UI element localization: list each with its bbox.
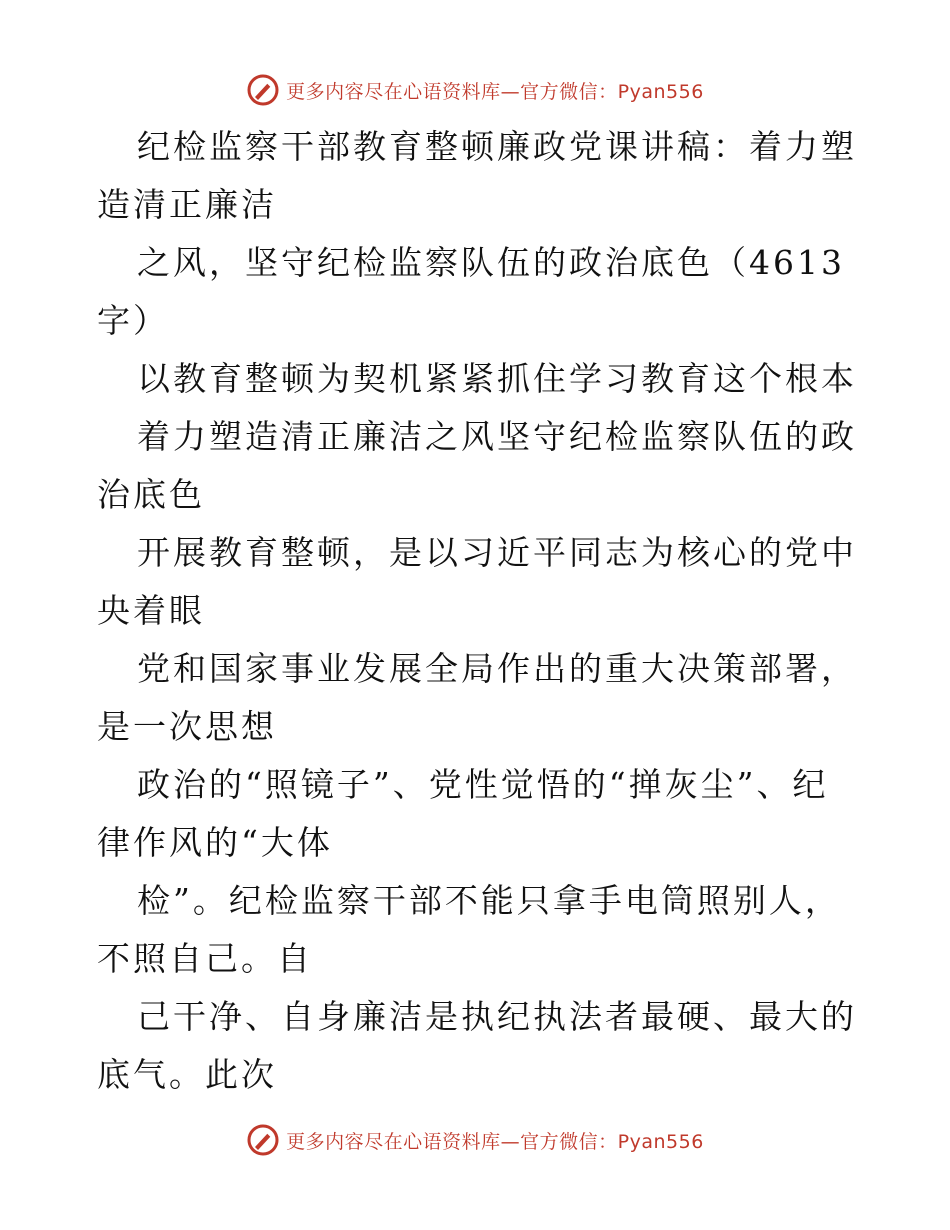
- document-body: [97, 118, 857, 1104]
- document-line: 以教育整顿为契机紧紧抓住学习教育这个根本: [137, 359, 857, 398]
- pen-seal-logo-icon: [246, 1123, 280, 1157]
- header-banner-text: 更多内容尽在心语资料库—官方微信：Pyan556: [286, 80, 704, 103]
- document-line: 检”。纪检监察干部不能只拿手电筒照别人，不照自己。自: [97, 881, 841, 978]
- document-line: 己干净、自身廉洁是执纪执法者最硬、最大的底气。此次: [97, 997, 857, 1094]
- document-line: 着力塑造清正廉洁之风坚守纪检监察队伍的政治底色: [97, 417, 857, 514]
- document-line: 政治的“照镜子”、党性觉悟的“掸灰尘”、纪律作风的“大体: [97, 765, 829, 862]
- footer-banner: [0, 1120, 950, 1160]
- document-line: 纪检监察干部教育整顿廉政党课讲稿：着力塑造清正廉洁: [97, 127, 857, 224]
- document-line: 党和国家事业发展全局作出的重大决策部署，是一次思想: [97, 649, 857, 746]
- pen-seal-logo-icon: [246, 73, 280, 107]
- footer-banner-text: 更多内容尽在心语资料库—官方微信：Pyan556: [286, 1130, 704, 1153]
- header-banner: [0, 70, 950, 110]
- document-line: 之风，坚守纪检监察队伍的政治底色（4613字）: [97, 243, 845, 340]
- document-line: 开展教育整顿，是以习近平同志为核心的党中央着眼: [97, 533, 857, 630]
